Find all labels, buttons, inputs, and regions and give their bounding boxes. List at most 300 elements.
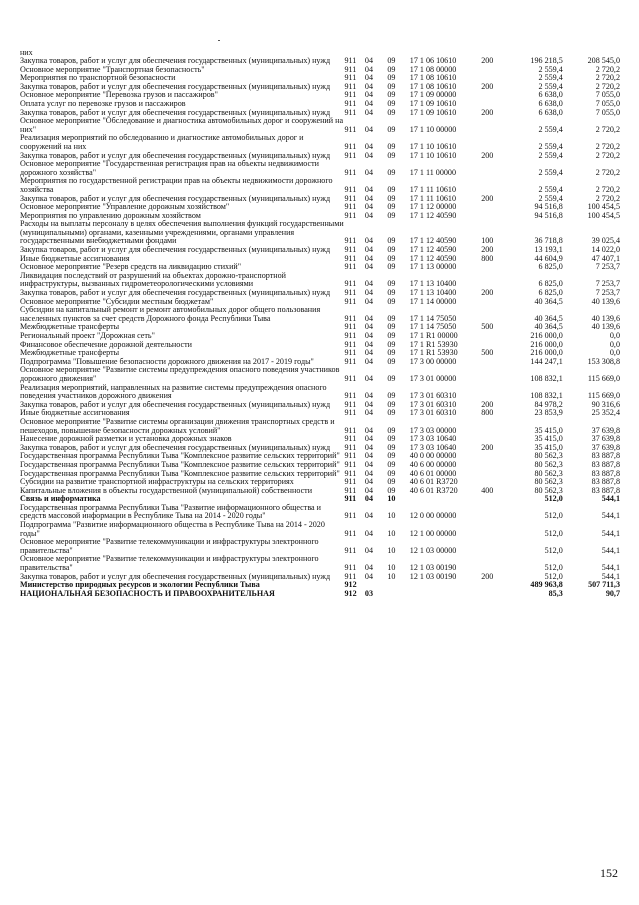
cell-csr: 17 1 12 40590 — [409, 253, 457, 263]
cell-csr: 17 1 08 10610 — [409, 81, 457, 91]
cell-name: Реализация мероприятий, направленных на развитие системы предупреждения опасного поведения участников дорожного движения — [20, 382, 327, 401]
cell-rz: 04 — [364, 245, 373, 255]
cell-name: Субсидии на капитальный ремонт и ремонт автомобильных дорог общего пользования населенных пунктов за счет средств Дорожного фонда Республики Тыва — [20, 305, 321, 323]
cell-pr: 09 — [387, 210, 396, 220]
cell-s1: 2 559,4 — [538, 184, 563, 194]
cell-name: Закупка товаров, работ и услуг для обеспечения государственных (муниципальных) нужд — [20, 288, 331, 298]
cell-ved: 911 — [344, 425, 357, 435]
cell-vr — [481, 384, 510, 401]
cell-vr: 200 — [481, 245, 494, 255]
cell-s1: 2 559,4 — [538, 124, 563, 134]
cell-name: Мероприятия по управлению дорожным хозяйством — [20, 210, 201, 220]
cell-s2: 0,0 — [609, 331, 620, 340]
cell-name: Основное мероприятие "Государственная регистрация прав на объекты недвижимости дорожного хозяйства" — [20, 159, 319, 177]
cell-vr — [481, 358, 510, 367]
cell-s2: 7 055,0 — [595, 90, 620, 100]
cell-csr: 17 1 10 10610 — [409, 141, 457, 151]
cell-s2: 90 316,6 — [591, 399, 620, 409]
cell-s2: 2 720,2 — [595, 141, 620, 151]
cell-pr: 09 — [387, 348, 396, 358]
cell-s1: 80 562,3 — [534, 477, 563, 487]
cell-s2: 83 887,8 — [591, 477, 620, 487]
cell-s2: 40 139,6 — [591, 296, 620, 306]
cell-csr: 40 6 01 00000 — [409, 468, 457, 478]
cell-s1: 6 638,0 — [538, 98, 563, 108]
cell-vr: 200 — [481, 571, 494, 581]
cell-csr: 17 3 00 00000 — [409, 356, 457, 366]
cell-csr: 17 3 03 10640 — [409, 434, 457, 444]
cell-csr: 17 3 01 60310 — [409, 391, 457, 401]
cell-name: Закупка товаров, работ и услуг для обеспечения государственных (муниципальных) нужд — [20, 107, 331, 117]
cell-ved: 911 — [344, 184, 357, 194]
cell-s1: 512,0 — [544, 563, 563, 573]
cell-s2: 507 711,3 — [588, 580, 620, 590]
cell-vr — [481, 177, 510, 194]
cell-name: Реализация мероприятий по обследованию и диагностике автомобильных дорог и сооружений на них — [20, 133, 304, 151]
cell-ved: 911 — [344, 253, 357, 263]
cell-rz: 04 — [364, 563, 373, 573]
cell-s1: 216 000,0 — [530, 331, 563, 340]
cell-s2: 2 720,2 — [595, 81, 620, 91]
cell-s1: 23 853,9 — [534, 408, 563, 418]
cell-ved: 911 — [344, 339, 357, 349]
cell-csr: 12 0 00 00000 — [409, 511, 457, 521]
cell-vr — [481, 452, 510, 461]
cell-csr: 17 1 R1 53930 — [409, 339, 458, 349]
cell-csr: 17 1 14 75050 — [409, 313, 457, 323]
cell-s2: 2 720,2 — [595, 193, 620, 203]
cell-ved: 911 — [344, 331, 357, 340]
cell-vr — [481, 332, 510, 341]
cell-vr — [481, 538, 510, 555]
cell-rz: 04 — [364, 56, 373, 65]
cell-csr: 17 1 11 10610 — [409, 193, 457, 203]
cell-s2: 2 720,2 — [595, 150, 620, 160]
cell-ved: 911 — [344, 459, 357, 469]
cell-ved: 911 — [344, 279, 357, 289]
cell-csr: 17 1 14 00000 — [409, 296, 457, 306]
cell-s1: 35 415,0 — [534, 425, 563, 435]
cell-name: Закупка товаров, работ и услуг для обеспечения государственных (муниципальных) нужд — [20, 571, 331, 581]
cell-rz: 04 — [364, 296, 373, 306]
cell-rz: 04 — [364, 442, 373, 452]
cell-s2: 115 669,0 — [587, 373, 620, 383]
cell-ved: 911 — [344, 98, 357, 108]
table-row — [20, 521, 620, 538]
cell-s1: 2 559,4 — [538, 167, 563, 177]
cell-pr: 09 — [387, 236, 396, 246]
cell-rz: 04 — [364, 288, 373, 298]
cell-ved: 911 — [344, 442, 357, 452]
cell-rz: 04 — [364, 434, 373, 444]
table-row — [20, 590, 620, 599]
cell-vr — [481, 91, 510, 100]
cell-pr: 09 — [387, 459, 396, 469]
cell-vr — [481, 117, 510, 134]
cell-s1: 512,0 — [544, 545, 563, 555]
cell-s2: 208 545,0 — [587, 56, 620, 65]
cell-pr: 09 — [387, 150, 396, 160]
cell-csr: 17 3 01 60310 — [409, 408, 457, 418]
cell-pr: 09 — [387, 107, 396, 117]
cell-rz: 04 — [364, 322, 373, 332]
cell-s1: 6 638,0 — [538, 90, 563, 100]
cell-name: Основное мероприятие "Управление дорожным хозяйством" — [20, 202, 230, 212]
cell-vr: 200 — [481, 150, 494, 160]
cell-csr: 17 3 03 00000 — [409, 425, 457, 435]
cell-name: Основное мероприятие "Развитие системы предупреждения опасного поведения участников дорожного движения" — [20, 365, 340, 383]
cell-csr: 17 3 01 00000 — [409, 373, 457, 383]
cell-rz: 04 — [364, 373, 373, 383]
cell-s2: 83 887,8 — [591, 459, 620, 469]
cell-pr: 09 — [387, 442, 396, 452]
cell-ved: 911 — [344, 202, 357, 212]
cell-ved: 912 — [344, 580, 357, 590]
page-number: 152 — [600, 866, 618, 880]
cell-name: Закупка товаров, работ и услуг для обеспечения государственных (муниципальных) нужд — [20, 56, 331, 65]
cell-ved: 911 — [344, 477, 357, 487]
cell-name: Капитальные вложения в объекты государственной (муниципальной) собственности — [20, 485, 313, 495]
cell-s1: 84 978,2 — [534, 399, 563, 409]
cell-vr — [481, 298, 510, 307]
cell-pr: 09 — [387, 90, 396, 100]
cell-vr — [481, 521, 510, 538]
cell-pr: 09 — [387, 313, 396, 323]
cell-pr: 09 — [387, 451, 396, 461]
cell-ved: 911 — [344, 193, 357, 203]
cell-pr: 10 — [387, 563, 396, 573]
cell-pr: 09 — [387, 356, 396, 366]
cell-ved: 911 — [344, 90, 357, 100]
cell-name: Основное мероприятие "Обследование и диагностика автомобильных дорог и сооружений на них" — [20, 116, 344, 134]
cell-rz: 04 — [364, 150, 373, 160]
cell-vr — [481, 504, 510, 521]
cell-ved: 911 — [344, 373, 357, 383]
cell-pr: 09 — [387, 477, 396, 487]
cell-rz: 04 — [364, 313, 373, 323]
cell-ved: 911 — [344, 73, 357, 83]
cell-s2: 83 887,8 — [591, 451, 620, 461]
cell-pr: 09 — [387, 485, 396, 495]
cell-ved: 911 — [344, 563, 357, 573]
cell-csr: 17 3 03 10640 — [409, 442, 457, 452]
cell-rz: 04 — [364, 184, 373, 194]
cell-pr: 10 — [387, 571, 396, 581]
cell-s1: 80 562,3 — [534, 485, 563, 495]
cell-s1: 512,0 — [544, 528, 563, 538]
cell-vr: 200 — [481, 442, 494, 452]
cell-s2: 39 025,4 — [591, 236, 620, 246]
continuation-text: них — [20, 48, 33, 57]
cell-pr: 09 — [387, 399, 396, 409]
cell-csr: 17 1 R1 00000 — [409, 331, 458, 340]
cell-s2: 25 352,4 — [591, 408, 620, 418]
cell-csr: 17 3 01 60310 — [409, 399, 457, 409]
cell-csr: 17 1 11 10610 — [409, 184, 457, 194]
cell-s1: 108 832,1 — [530, 373, 563, 383]
cell-name: Основное мероприятие "Развитие системы организации движения транспортных средств и пешеходов, повышение безопасности дорожных условий" — [20, 416, 335, 435]
cell-name: Региональный проект "Дорожная сеть" — [20, 331, 155, 340]
cell-pr: 09 — [387, 193, 396, 203]
cell-csr: 17 1 11 00000 — [409, 167, 457, 177]
cell-vr: 500 — [481, 348, 494, 358]
cell-name: Государственная программа Республики Тыва "Комплексное развитие сельских территорий" — [20, 451, 340, 461]
cell-rz: 04 — [364, 202, 373, 212]
cell-ved: 911 — [344, 494, 357, 504]
cell-s1: 6 825,0 — [538, 288, 563, 298]
cell-s2: 37 639,8 — [591, 442, 620, 452]
cell-pr: 09 — [387, 253, 396, 263]
cell-vr: 500 — [481, 322, 494, 332]
cell-pr: 09 — [387, 81, 396, 91]
cell-s1: 196 218,5 — [530, 56, 563, 65]
cell-s2: 2 720,2 — [595, 124, 620, 134]
cell-s1: 2 559,4 — [538, 73, 563, 83]
cell-s1: 512,0 — [544, 511, 563, 521]
cell-name: Закупка товаров, работ и услуг для обеспечения государственных (муниципальных) нужд — [20, 81, 331, 91]
cell-s2: 7 055,0 — [595, 107, 620, 117]
cell-vr: 200 — [481, 193, 494, 203]
cell-vr — [481, 212, 510, 221]
cell-rz: 04 — [364, 451, 373, 461]
cell-rz: 04 — [364, 124, 373, 134]
cell-name: Основное мероприятие "Транспортная безопасность" — [20, 64, 205, 74]
cell-vr — [481, 555, 510, 572]
scan-speck — [218, 40, 220, 41]
table-row — [20, 134, 620, 151]
cell-s1: 6 825,0 — [538, 279, 563, 289]
cell-pr: 09 — [387, 296, 396, 306]
cell-rz: 04 — [364, 459, 373, 469]
cell-name: Расходы на выплаты персоналу в целях обеспечения выполнения функций государственными (муниципальными) органами, казенными учреждениями, органами управления государственными внебюджетными фондами — [20, 219, 344, 246]
table-row — [20, 418, 620, 435]
cell-s2: 7 055,0 — [595, 98, 620, 108]
cell-s2: 2 720,2 — [595, 64, 620, 74]
cell-name: Мероприятия по государственной регистрации прав на объекты недвижимости дорожного хозяйства — [20, 176, 333, 194]
cell-rz: 04 — [364, 90, 373, 100]
cell-csr: 17 1 R1 53930 — [409, 348, 458, 358]
cell-s1: 80 562,3 — [534, 451, 563, 461]
cell-s1: 85,3 — [548, 588, 563, 598]
table-row — [20, 384, 620, 401]
cell-name: НАЦИОНАЛЬНАЯ БЕЗОПАСНОСТЬ И ПРАВООХРАНИТЕЛЬНАЯ — [20, 588, 275, 598]
table-row — [20, 160, 620, 177]
cell-csr: 40 6 01 R3720 — [409, 477, 458, 487]
cell-csr: 12 1 00 00000 — [409, 528, 457, 538]
cell-rz: 04 — [364, 167, 373, 177]
cell-vr — [481, 581, 510, 590]
cell-rz: 04 — [364, 485, 373, 495]
cell-ved: 911 — [344, 210, 357, 220]
cell-csr: 17 1 09 00000 — [409, 90, 457, 100]
cell-csr: 17 1 13 00000 — [409, 262, 457, 272]
cell-vr — [481, 366, 510, 383]
cell-s2: 100 454,5 — [587, 202, 620, 212]
cell-pr: 09 — [387, 202, 396, 212]
table-row — [20, 220, 620, 246]
table-row — [20, 504, 620, 521]
cell-s2: 37 639,8 — [591, 434, 620, 444]
cell-vr — [481, 461, 510, 470]
cell-pr: 09 — [387, 391, 396, 401]
cell-pr: 09 — [387, 73, 396, 83]
cell-rz: 04 — [364, 339, 373, 349]
cell-name: Межбюджетные трансферты — [20, 348, 120, 358]
cell-s2: 544,1 — [601, 528, 620, 538]
cell-s1: 40 364,5 — [534, 296, 563, 306]
cell-ved: 911 — [344, 408, 357, 418]
cell-pr: 09 — [387, 98, 396, 108]
cell-s1: 13 193,1 — [534, 245, 563, 255]
cell-name: Закупка товаров, работ и услуг для обеспечения государственных (муниципальных) нужд — [20, 442, 331, 452]
cell-vr: 200 — [481, 56, 494, 65]
cell-name: Основное мероприятие "Развитие телекоммуникации и инфраструктуры электронного правительства" — [20, 554, 319, 573]
cell-s1: 36 718,8 — [534, 236, 563, 246]
cell-csr: 12 1 03 00000 — [409, 545, 457, 555]
cell-pr: 09 — [387, 245, 396, 255]
cell-s1: 40 364,5 — [534, 313, 563, 323]
cell-pr: 09 — [387, 322, 396, 332]
cell-name: Закупка товаров, работ и услуг для обеспечения государственных (муниципальных) нужд — [20, 245, 331, 255]
cell-name: Подпрограмма "Развитие информационного общества в Республике Тыва на 2014 - 2020 годы" — [20, 520, 325, 538]
cell-name: Подпрограмма "Повышение безопасности дорожного движения на 2017 - 2019 годы" — [20, 356, 314, 366]
cell-pr: 09 — [387, 425, 396, 435]
cell-s2: 2 720,2 — [595, 73, 620, 83]
cell-name: Закупка товаров, работ и услуг для обеспечения государственных (муниципальных) нужд — [20, 193, 331, 203]
cell-name: Мероприятия по транспортной безопасности — [20, 73, 176, 83]
cell-ved: 911 — [344, 356, 357, 366]
cell-rz: 04 — [364, 253, 373, 263]
table-row — [20, 306, 620, 323]
cell-name: Закупка товаров, работ и услуг для обеспечения государственных (муниципальных) нужд — [20, 399, 331, 409]
cell-pr: 09 — [387, 434, 396, 444]
budget-table-body — [20, 57, 620, 598]
cell-csr: 12 1 03 00190 — [409, 571, 457, 581]
cell-s1: 489 963,8 — [530, 580, 563, 590]
cell-ved: 911 — [344, 245, 357, 255]
cell-pr: 09 — [387, 408, 396, 418]
cell-s2: 7 253,7 — [595, 279, 620, 289]
cell-s1: 94 516,8 — [534, 202, 563, 212]
cell-rz: 04 — [364, 356, 373, 366]
cell-csr: 17 1 12 40590 — [409, 236, 457, 246]
cell-ved: 911 — [344, 322, 357, 332]
cell-s1: 6 638,0 — [538, 107, 563, 117]
cell-s2: 544,1 — [601, 511, 620, 521]
cell-rz: 04 — [364, 511, 373, 521]
cell-ved: 911 — [344, 468, 357, 478]
cell-s1: 2 559,4 — [538, 193, 563, 203]
cell-vr: 200 — [481, 81, 494, 91]
cell-name: Основное мероприятие "Субсидии местным бюджетам" — [20, 296, 214, 306]
cell-pr: 09 — [387, 141, 396, 151]
cell-s2: 90,7 — [605, 588, 620, 598]
cell-vr: 800 — [481, 408, 494, 418]
cell-s1: 94 516,8 — [534, 210, 563, 220]
table-row — [20, 177, 620, 194]
cell-csr: 17 1 08 10610 — [409, 73, 457, 83]
cell-name: Субсидии на развитие транспортной инфраструктуры на сельских территориях — [20, 477, 294, 487]
cell-vr — [481, 590, 510, 599]
cell-rz: 04 — [364, 193, 373, 203]
cell-ved: 911 — [344, 399, 357, 409]
cell-rz: 04 — [364, 425, 373, 435]
cell-csr: 17 1 13 10400 — [409, 279, 457, 289]
cell-csr: 17 1 10 00000 — [409, 124, 457, 134]
cell-ved: 911 — [344, 124, 357, 134]
cell-ved: 911 — [344, 262, 357, 272]
cell-vr — [481, 418, 510, 435]
cell-vr: 200 — [481, 288, 494, 298]
cell-s2: 115 669,0 — [587, 391, 620, 401]
cell-pr: 09 — [387, 184, 396, 194]
cell-vr: 200 — [481, 399, 494, 409]
cell-rz: 03 — [364, 588, 373, 598]
cell-name: Основное мероприятие "Перевозка грузов и пассажиров" — [20, 90, 218, 100]
cell-pr: 09 — [387, 373, 396, 383]
cell-vr — [481, 495, 510, 504]
cell-csr: 12 1 03 00190 — [409, 563, 457, 573]
cell-name: Министерство природных ресурсов и экологии Республики Тыва — [20, 580, 260, 590]
budget-table — [20, 57, 620, 598]
cell-s2: 40 139,6 — [591, 313, 620, 323]
cell-s2: 7 253,7 — [595, 262, 620, 272]
cell-pr: 10 — [387, 494, 396, 504]
cell-pr: 10 — [387, 545, 396, 555]
cell-s2: 2 720,2 — [595, 184, 620, 194]
cell-rz: 04 — [364, 468, 373, 478]
cell-rz: 04 — [364, 348, 373, 358]
cell-s2: 100 454,5 — [587, 210, 620, 220]
cell-csr: 17 1 10 10610 — [409, 150, 457, 160]
cell-s1: 6 825,0 — [538, 262, 563, 272]
cell-rz: 04 — [364, 107, 373, 117]
cell-pr: 10 — [387, 511, 396, 521]
cell-pr: 09 — [387, 339, 396, 349]
cell-ved: 911 — [344, 545, 357, 555]
cell-rz: 04 — [364, 545, 373, 555]
cell-s2: 0,0 — [609, 339, 620, 349]
cell-name: Ликвидация последствий от разрушений на объектах дорожно-транспортной инфраструктуры, вызванных гидрометеорологическими условиями — [20, 270, 286, 289]
cell-name: Связь и информатика — [20, 494, 101, 504]
cell-ved: 912 — [344, 588, 357, 598]
cell-rz: 04 — [364, 408, 373, 418]
cell-s2: 153 308,8 — [587, 356, 620, 366]
cell-s1: 2 559,4 — [538, 150, 563, 160]
cell-name: Нанесение дорожной разметки и установка дорожных знаков — [20, 434, 232, 444]
cell-vr — [481, 203, 510, 212]
table-row — [20, 555, 620, 572]
cell-s2: 0,0 — [609, 348, 620, 358]
cell-s2: 544,1 — [601, 494, 620, 504]
cell-rz: 04 — [364, 391, 373, 401]
cell-ved: 911 — [344, 485, 357, 495]
cell-csr: 17 1 14 75050 — [409, 322, 457, 332]
cell-csr: 17 1 09 10610 — [409, 107, 457, 117]
cell-pr: 09 — [387, 56, 396, 65]
cell-name: Иные бюджетные ассигнования — [20, 408, 130, 418]
cell-pr: 09 — [387, 288, 396, 298]
cell-s2: 37 639,8 — [591, 425, 620, 435]
cell-pr: 09 — [387, 167, 396, 177]
cell-rz: 04 — [364, 477, 373, 487]
cell-ved: 911 — [344, 348, 357, 358]
cell-s1: 35 415,0 — [534, 442, 563, 452]
cell-csr: 40 0 00 00000 — [409, 451, 457, 461]
cell-s1: 512,0 — [544, 571, 563, 581]
cell-vr — [481, 470, 510, 479]
cell-pr: 09 — [387, 64, 396, 74]
